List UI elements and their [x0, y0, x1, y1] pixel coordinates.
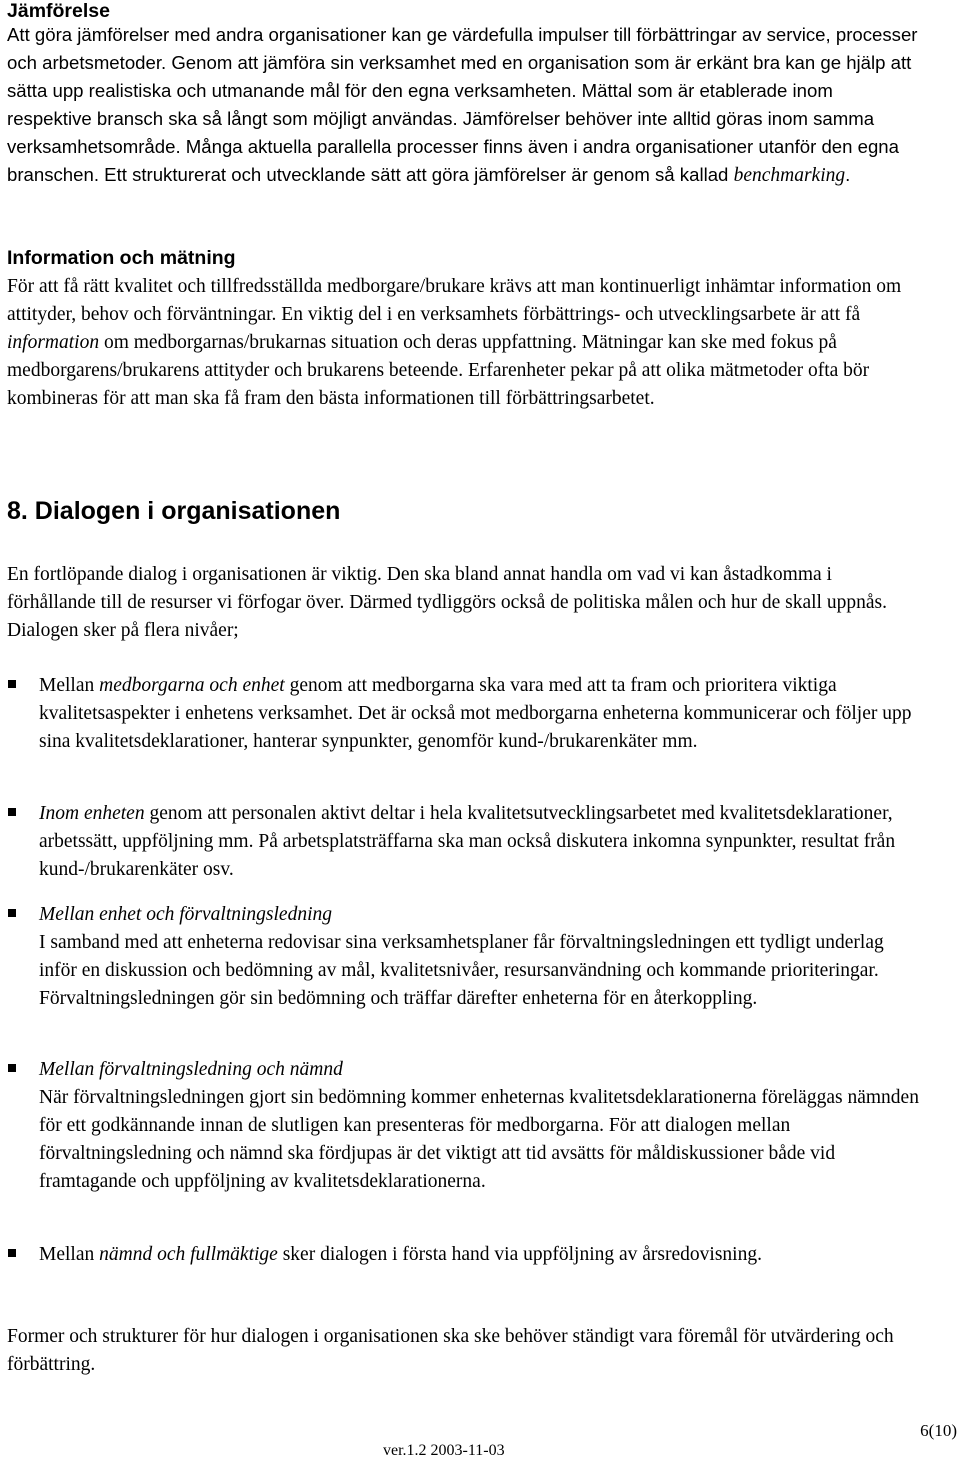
- information-paragraph: [7, 273, 920, 413]
- bullet-inom-enheten-em: Inom enheten: [39, 803, 145, 824]
- bullet-medborgarna: [7, 672, 920, 756]
- bullet-forvaltningsledning-namnd-body: När förvaltningsledningen gjort sin bedömning kommer enheternas kvalitetsdeklarationerna föreläggas nämnden för ett godkännande innan de slutligen kan presenteras för medborgarna. För att dialogen mellan förvaltningsledning och nämnd ska fördjupas är det viktigt att tid avsätts för måldiskussioner både vid framtagande och uppföljning av kvalitetsdeklarationerna.: [39, 1087, 919, 1192]
- bullet-namnd-fullmaktige-pre: Mellan: [39, 1244, 100, 1265]
- jamforelse-heading: Jämförelse: [7, 0, 110, 22]
- bullet-square-icon: [8, 808, 16, 816]
- section-8-title: 8. Dialogen i organisationen: [7, 497, 341, 525]
- jamforelse-end: .: [845, 164, 851, 185]
- bullet-forvaltningsledning-namnd-title: Mellan förvaltningsledning och nämnd: [39, 1059, 343, 1080]
- bullet-square-icon: [8, 1064, 16, 1072]
- information-heading: Information och mätning: [7, 247, 236, 269]
- bullet-medborgarna-body: genom att medborgarna ska vara med att ta fram och prioritera viktiga kvalitetsaspekter i enhetens verksamhet. Det är också mot medborgarna enheterna kommunicerar och följer upp sina kvalitetsdeklarationer, hanterar synpunkter, genomför kund-/brukarenkäter mm.: [39, 675, 912, 752]
- information-text-b: om medborgarnas/brukarnas situation och deras uppfattning. Mätningar kan ske med fokus på medborgarens/brukarens attityder och brukarens beteende. Erfarenheter pekar på att olika mätmetoder ofta bör kombineras för att man ska få fram den bästa informationen till förbättringsarbetet.: [7, 332, 870, 409]
- bullet-enhet-forvaltningsledning-body: I samband med att enheterna redovisar sina verksamhetsplaner får förvaltningsledningen ett tydligt underlag inför en diskussion och bedömning av mål, kvalitetsnivåer, resursanvändning och kommande prioriteringar. Förvaltningsledningen gör sin bedömning och träffar därefter enheterna för en återkoppling.: [39, 932, 884, 1009]
- bullet-namnd-fullmaktige-body: sker dialogen i första hand via uppföljning av årsredovisning.: [277, 1244, 762, 1265]
- bullet-enhet-forvaltningsledning-title: Mellan enhet och förvaltningsledning: [39, 904, 332, 925]
- bullet-enhet-forvaltningsledning: [7, 901, 920, 1013]
- information-text-a: För att få rätt kvalitet och tillfredsställda medborgare/brukare krävs att man kontinuerligt inhämtar information om attityder, behov och förväntningar. En viktig del i en verksamhets förbättrings- och utvecklingsarbete är att få: [7, 276, 902, 325]
- bullet-medborgarna-em: medborgarna och enhet: [99, 675, 285, 696]
- bullet-medborgarna-pre: Mellan: [39, 675, 100, 696]
- version-footer: ver.1.2 2003-11-03: [383, 1442, 505, 1459]
- bullet-inom-enheten: [7, 800, 920, 884]
- bullet-namnd-fullmaktige: [7, 1241, 920, 1269]
- bullet-enhet-forvaltningsledning-content: [39, 901, 920, 1013]
- bullet-forvaltningsledning-namnd: [7, 1056, 920, 1196]
- bullet-namnd-fullmaktige-text: [39, 1241, 920, 1269]
- closing-paragraph: Former och strukturer för hur dialogen i organisationen ska ske behöver ständigt vara föremål för utvärdering och förbättring.: [7, 1326, 894, 1375]
- bullet-inom-enheten-body: genom att personalen aktivt deltar i hela kvalitetsutvecklingsarbetet med kvalitetsdeklarationer, arbetssätt, uppföljning mm. På arbetsplatsträffarna ska man också diskutera inkomna synpunkter, resultat från kund-/brukarenkäter osv.: [39, 803, 896, 880]
- information-term: information: [7, 332, 100, 353]
- information-section: [7, 246, 920, 270]
- jamforelse-paragraph: [7, 21, 920, 190]
- jamforelse-section: [7, 0, 920, 190]
- bullet-inom-enheten-text: [39, 800, 920, 884]
- page-number: 6(10): [920, 1421, 957, 1440]
- benchmarking-term: benchmarking: [733, 165, 846, 186]
- bullet-square-icon: [8, 680, 16, 688]
- jamforelse-text: Att göra jämförelser med andra organisationer kan ge värdefulla impulser till förbättringar av service, processer och arbetsmetoder. Genom att jämföra sin verksamhet med en organisation som är erkänt bra kan ge hjälp att sätta upp realistiska och utmanande mål för den egna verksamheten. Mättal som är etablerade inom respektive bransch ska så långt som möjligt användas. Jämförelser behöver inte alltid göras inom samma verksamhetsområde. Många aktuella parallella processer finns även i andra organisationer utanför den egna branschen. Ett strukturerat och utvecklande sätt att göra jämförelser är genom så kallad: [7, 24, 918, 185]
- bullet-forvaltningsledning-namnd-content: [39, 1056, 920, 1196]
- bullet-medborgarna-text: [39, 672, 920, 756]
- bullet-namnd-fullmaktige-em: nämnd och fullmäktige: [99, 1244, 278, 1265]
- section-8-intro: En fortlöpande dialog i organisationen är viktig. Den ska bland annat handla om vad vi kan åstadkomma i förhållande till de resurser vi förfogar över. Därmed tydliggörs också de politiska målen och hur de skall uppnås. Dialogen sker på flera nivåer;: [7, 564, 887, 641]
- bullet-square-icon: [8, 1249, 16, 1257]
- bullet-square-icon: [8, 909, 16, 917]
